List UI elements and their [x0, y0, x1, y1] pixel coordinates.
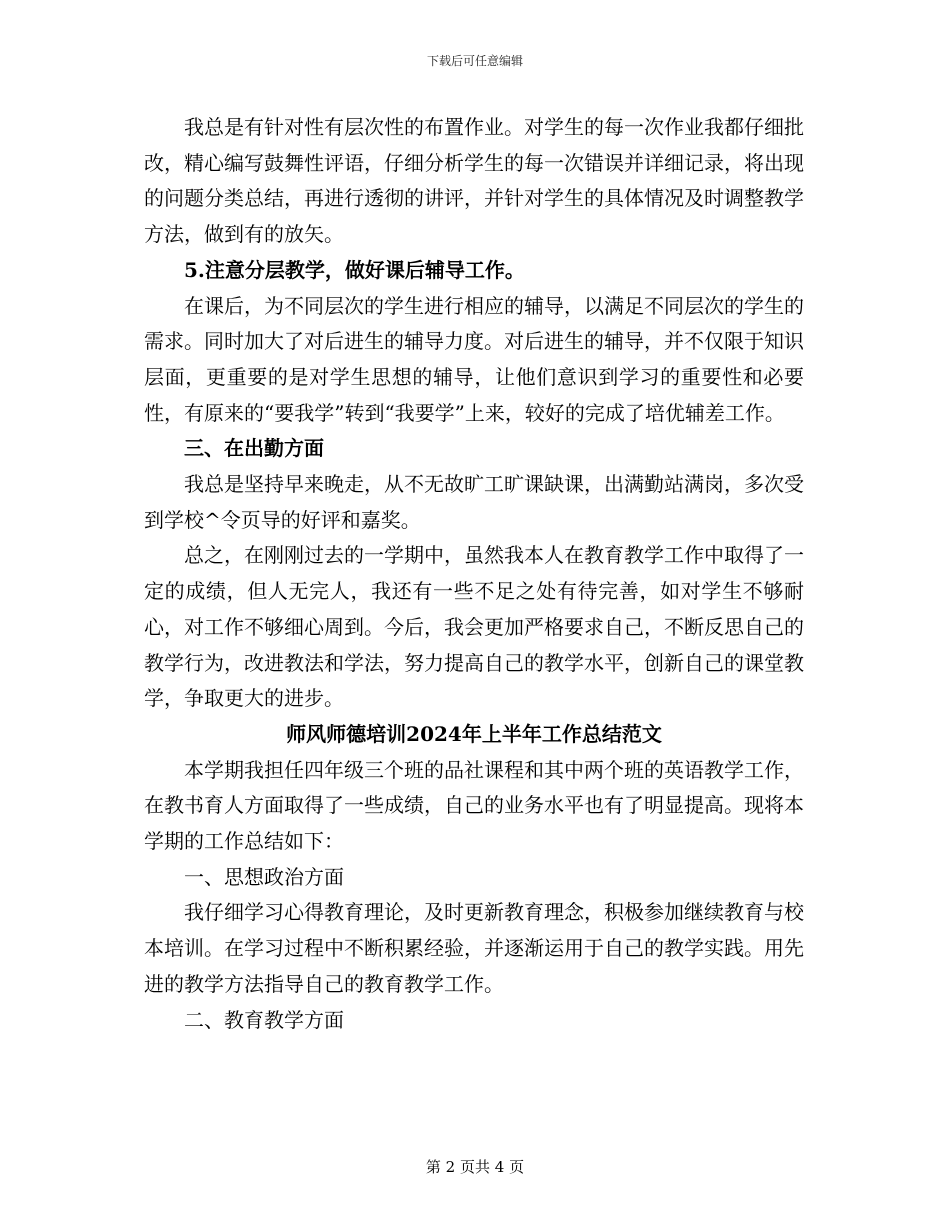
heading-politics: 一、思想政治方面	[184, 864, 344, 889]
heading-education: 二、教育教学方面	[184, 1007, 344, 1032]
paragraph-politics: 我仔细学习心得教育理论，及时更新教育理念，积极参加继续教育与校本培训。在学习过程中不断积累经验，并逐渐运用于自己的教学实践。用先进的教学方法指导自己的教育教学工作。	[144, 900, 804, 996]
page-number: 第 2 页共 4 页	[425, 1158, 525, 1176]
header-note: 下载后可任意编辑	[426, 54, 523, 68]
paragraph-conclusion: 总之，在刚刚过去的一学期中，虽然我本人在教育教学工作中取得了一定的成绩，但人无完人，我还有一些不足之处有待完善，如对学生不够耐心，对工作不够细心周到。今后，我会更加严格要求自己，不断反思自己的教学行为，改进教法和学法，努力提高自己的教学水平，创新自己的课堂教学，争取更大的进步。	[144, 543, 804, 711]
section-title: 师风师德培训2024年上半年工作总结范文	[286, 721, 662, 746]
document-body	[144, 110, 804, 1038]
paragraph-attendance: 我总是坚持早来晚走，从不无故旷工旷课缺课，出满勤站满岗，多次受到学校^令页导的好评和嘉奖。	[144, 472, 804, 532]
paragraph-intro: 本学期我担任四年级三个班的品社课程和其中两个班的英语教学工作，在教书育人方面取得了一些成绩，自己的业务水平也有了明显提高。现将本学期的工作总结如下：	[144, 757, 804, 854]
paragraph-homework: 我总是有针对性有层次性的布置作业。对学生的每一次作业我都仔细批改，精心编写鼓舞性评语，仔细分析学生的每一次错误并详细记录，将出现的问题分类总结，再进行透彻的讲评，并针对学生的具体情况及时调整教学方法，做到有的放矢。	[144, 115, 804, 247]
heading-attendance: 三、在出勤方面	[184, 436, 324, 461]
heading-layered-teaching: 5.注意分层教学，做好课后辅导工作。	[184, 257, 525, 282]
paragraph-after-class: 在课后，为不同层次的学生进行相应的辅导，以满足不同层次的学生的需求。同时加大了对后进生的辅导力度。对后进生的辅导，并不仅限于知识层面，更重要的是对学生思想的辅导，让他们意识到学习的重要性和必要性，有原来的“要我学”转到“我要学”上来，较好的完成了培优辅差工作。	[144, 293, 804, 425]
